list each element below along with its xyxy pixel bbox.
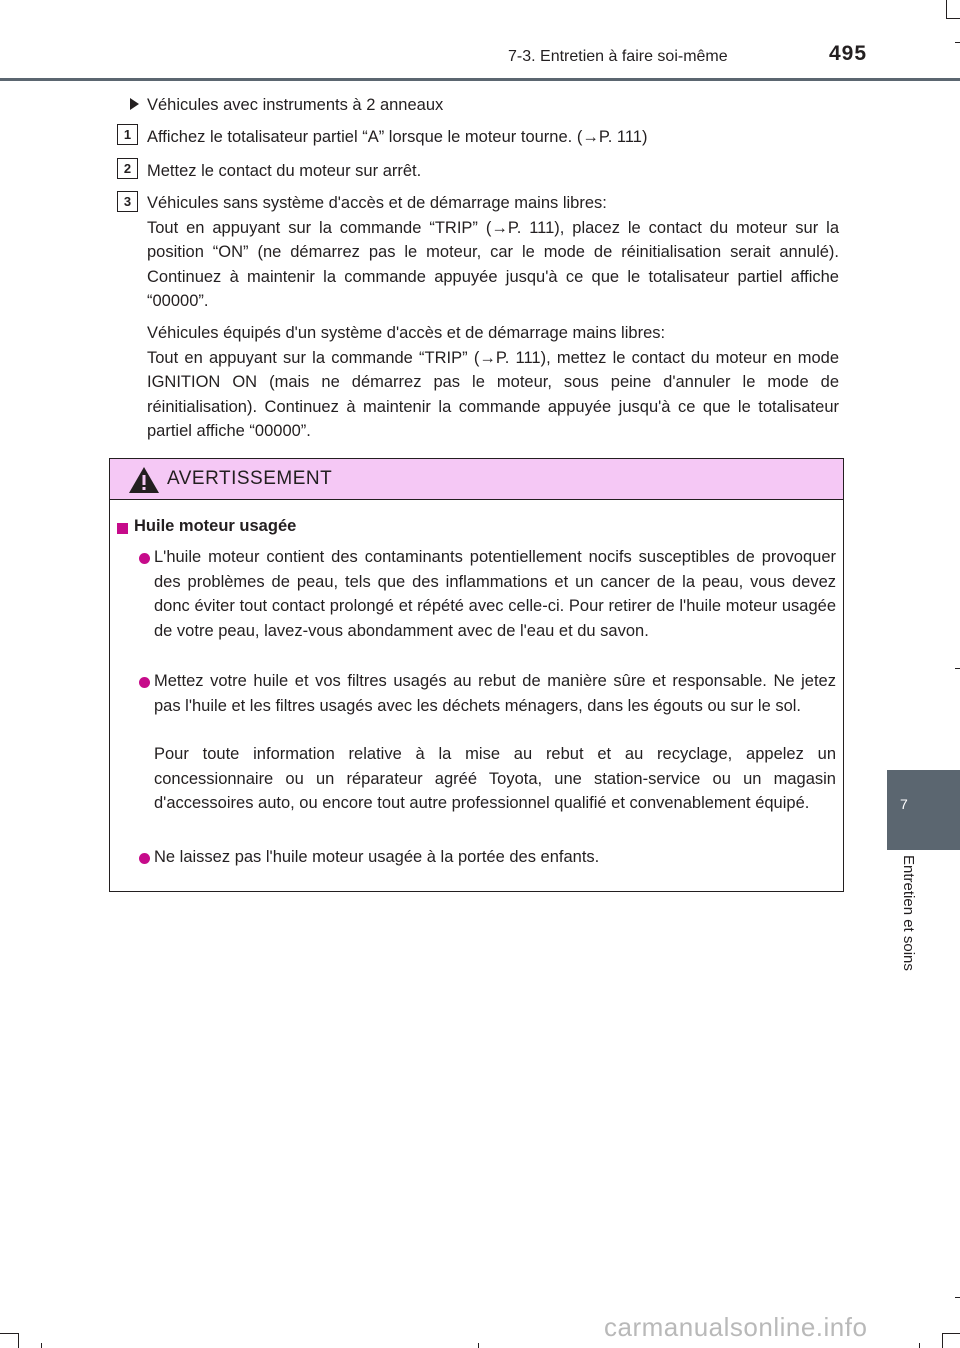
crop-mark — [942, 1333, 943, 1348]
crop-mark — [18, 1333, 19, 1348]
step-1-text: Affichez le totalisateur partiel “A” lorsque le moteur tourne. (→P. 111) — [147, 128, 648, 146]
chapter-tab — [887, 770, 960, 850]
arrow-bullet-icon — [130, 98, 139, 110]
step-3-block-b — [147, 321, 839, 444]
warning-bullet-3: Ne laissez pas l'huile moteur usagée à la portée des enfants. — [154, 848, 600, 866]
crop-mark — [955, 1297, 960, 1298]
step-number-1: 1 — [117, 124, 138, 145]
warning-subheading: Huile moteur usagée — [134, 517, 297, 535]
crop-mark — [955, 668, 960, 669]
page-number: 495 — [829, 42, 868, 65]
section-title: 7-3. Entretien à faire soi-même — [508, 48, 728, 65]
crop-mark — [955, 42, 960, 43]
square-bullet-icon — [117, 523, 128, 534]
round-bullet-icon — [139, 853, 150, 864]
crop-mark — [919, 1343, 920, 1348]
warning-title: AVERTISSEMENT — [167, 468, 333, 489]
warning-box — [109, 458, 844, 892]
watermark: carmanualsonline.info — [604, 1312, 868, 1342]
crop-mark — [946, 0, 947, 18]
header-rule — [0, 78, 960, 81]
step-3-para1-body: Tout en appuyant sur la commande “TRIP” (→P. 111), placez le contact du moteur sur la position “ON” (ne démarrez pas le moteur, car le mode de réinitialisation serait annulé). Continuez à maintenir la commande appuyée jusqu'à ce que le totalisateur partiel affiche “00000”. — [147, 218, 839, 310]
vehicle-condition: Véhicules avec instruments à 2 anneaux — [147, 96, 444, 114]
warning-bullet-2: Mettez votre huile et vos filtres usagés au rebut de manière sûre et responsable. Ne jetez pas l'huile et les filtres usagés avec les déchets ménagers, dans les égouts ou sur le sol. — [154, 672, 836, 715]
warning-bullet-2-continued: Pour toute information relative à la mise au rebut et au recyclage, appelez un concessionnaire ou un réparateur agréé Toyota, une station-service ou un magasin d'accessoires auto, ou encore tout autre professionnel qualifié et convenablement équipé. — [154, 745, 836, 812]
step-number-3: 3 — [117, 191, 138, 212]
crop-mark — [0, 1333, 18, 1334]
step-2-text: Mettez le contact du moteur sur arrêt. — [147, 162, 422, 180]
chapter-number: 7 — [900, 796, 908, 812]
crop-mark — [41, 1343, 42, 1348]
step-3-block-a — [147, 191, 839, 314]
warning-triangle-icon — [128, 465, 160, 495]
step-3-para1-title: Véhicules sans système d'accès et de démarrage mains libres: — [147, 194, 607, 212]
step-3-para2-title: Véhicules équipés d'un système d'accès et de démarrage mains libres: — [147, 324, 666, 342]
crop-mark — [478, 1343, 479, 1348]
step-3-para2-body: Tout en appuyant sur la commande “TRIP” (→P. 111), mettez le contact du moteur en mode IGNITION ON (mais ne démarrez pas le moteur, sous peine d'annuler le mode de réinitialisation). Continuez à maintenir la commande appuyée jusqu'à ce que le totalisateur partiel affiche “00000”. — [147, 348, 839, 440]
crop-mark — [946, 18, 960, 19]
round-bullet-icon — [139, 553, 150, 564]
chapter-label: Entretien et soins — [900, 855, 917, 971]
warning-header — [110, 459, 843, 500]
step-number-2: 2 — [117, 158, 138, 179]
warning-bullet-1: L'huile moteur contient des contaminants potentiellement nocifs susceptibles de provoquer des problèmes de peau, tels que des inflammations et un cancer de la peau, vous devez donc éviter tout contact prolongé et répété avec celle-ci. Pour retirer de l'huile moteur usagée de votre peau, lavez-vous abondamment avec de l'eau et du savon. — [154, 548, 836, 640]
crop-mark — [942, 1333, 960, 1334]
round-bullet-icon — [139, 677, 150, 688]
